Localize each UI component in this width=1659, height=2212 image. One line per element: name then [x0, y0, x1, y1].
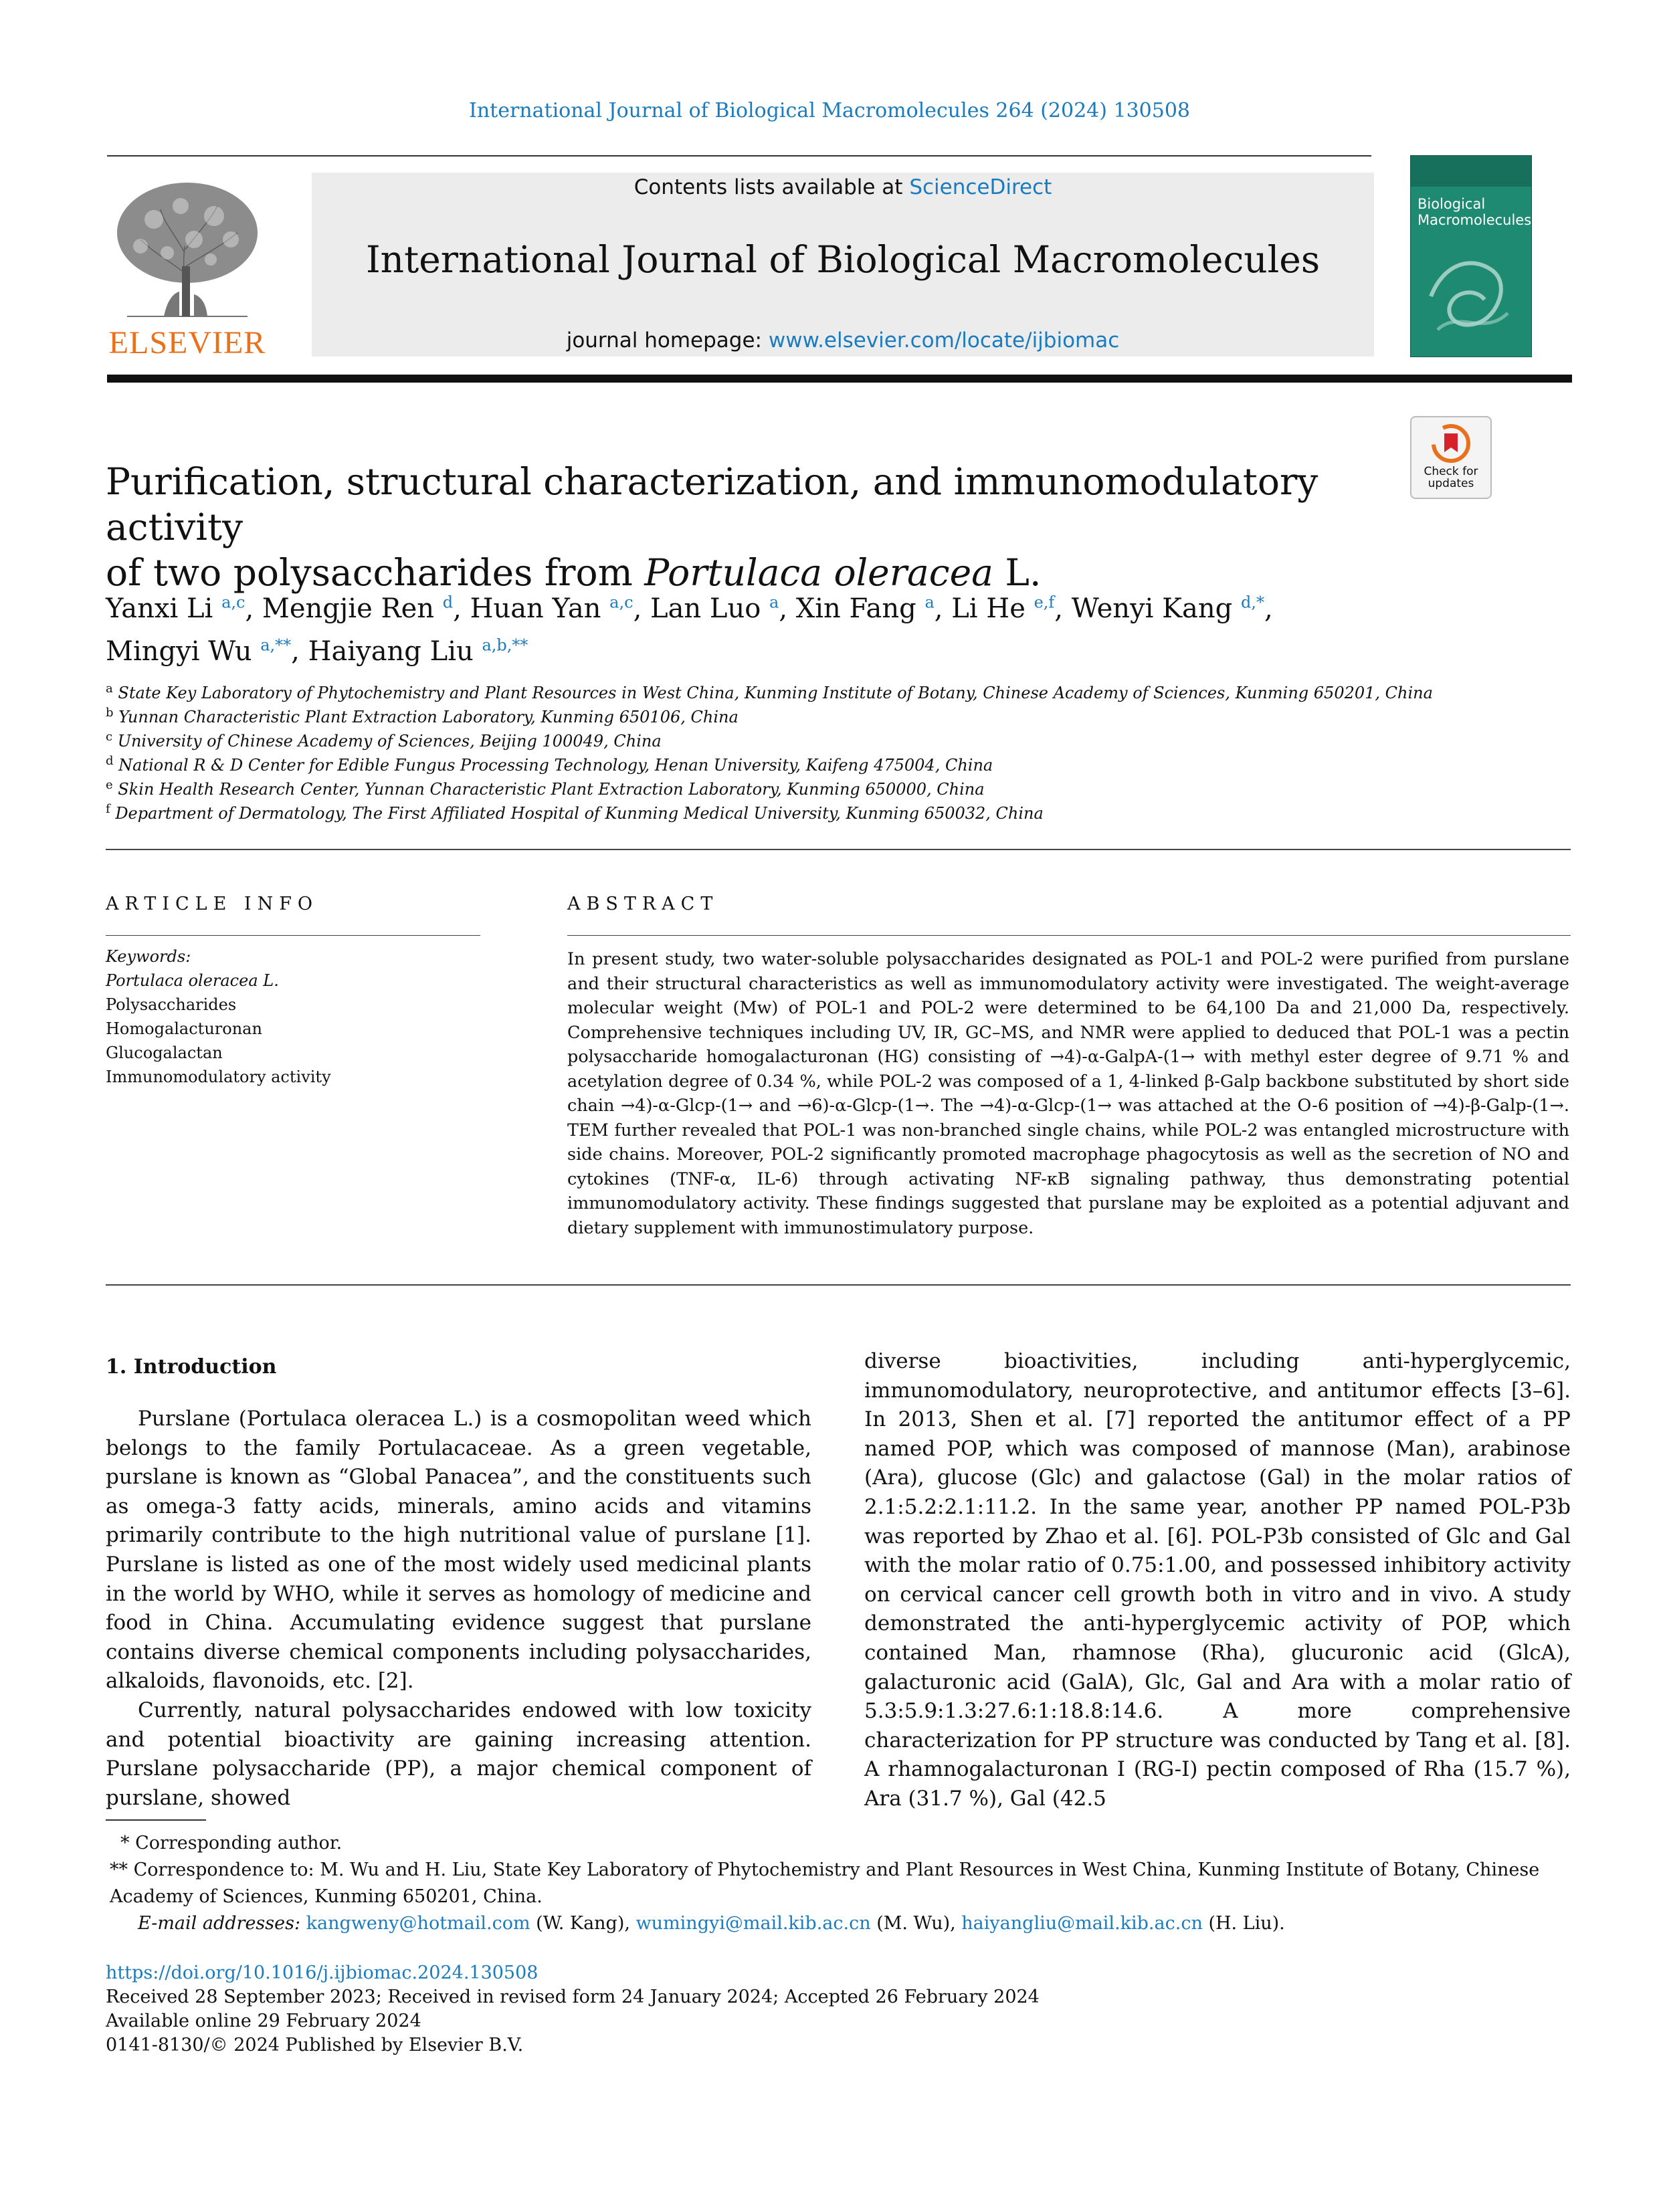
email-label: E-mail addresses: [138, 1913, 301, 1934]
keyword: Homogalacturonan [106, 1019, 262, 1038]
affiliation: $^f$ Department of Dermatology, The First Affiliated Hospital of Kunming Medical University, Kunming 650032, China [106, 802, 1044, 823]
footnote-rule [106, 1819, 206, 1821]
paragraph: diverse bioactivities, including anti-hyperglycemic, immunomodulatory, neuroprotective, and antitumor effects [3–6]. In 2013, Shen et al. [7] reported the antitumor effect of a PP named POP, which was composed of mannose (Man), arabinose (Ara), glucose (Glc) and galactose (Gal) in the molar ratios of 2.1:5.2:2.1:11.2. In the same year, another PP named POL-P3b was reported by Zhao et al. [6]. POL-P3b consisted of Glc and Gal with the molar ratio of 0.75:1.00, and possessed inhibitory activity on cervical cancer cell growth both in vitro and in vivo. A study demonstrated the anti-hyperglycemic activity of POP, which contained Man, rhamnose (Rha), glucuronic acid (GlcA), galacturonic acid (GalA), Glc, Gal and Ara with a molar ratio of 5.3:5.9:1.3:27.6:1:18.8:14.6. A more comprehensive characterization for PP structure was conducted by Tang et al. [8]. A rhamnogalacturonan I (RG-I) pectin composed of Rha (15.7 %), Ara (31.7 %), Gal (42.5 [864, 1349, 1571, 1811]
article-info-heading: ARTICLE INFO [106, 894, 319, 914]
article-title [106, 459, 1390, 595]
keyword: Polysaccharides [106, 995, 237, 1014]
section-divider [106, 849, 1571, 850]
author[interactable]: Huan Yan $^{a,c}$ [470, 593, 633, 625]
publisher-logo[interactable] [100, 173, 274, 361]
paragraph: Purslane (Portulaca oleracea L.) is a cosmopolitan weed which belongs to the family Portulacaceae. As a green vegetable, purslane is known as “Global Panacea”, and the constituents such as omega-3 fatty acids, minerals, amino acids and vitamins primarily contribute to the high nutritional value of purslane [1]. Purslane is listed as one of the most widely used medicinal plants in the world by WHO, while it serves as homology of medicine and food in China. Accumulating evidence suggest that purslane contains diverse chemical components including polysaccharides, alkaloids, flavonoids, etc. [2]. [106, 1407, 811, 1694]
author[interactable]: Haiyang Liu $^{a,b,**}$ [308, 635, 528, 667]
contents-line [312, 175, 1374, 199]
abstract-rule [567, 935, 1571, 936]
elsevier-tree-icon [100, 173, 274, 361]
abstract-heading: ABSTRACT [567, 894, 719, 914]
email-link[interactable]: wumingyi@mail.kib.ac.cn [636, 1913, 871, 1934]
received-dates: Received 28 September 2023; Received in revised form 24 January 2024; Accepted 26 February 2024 [106, 1987, 1040, 2007]
doi-link[interactable]: https://doi.org/10.1016/j.ijbiomac.2024.130508 [106, 1963, 539, 1983]
paragraph: Currently, natural polysaccharides endowed with low toxicity and potential bioactivity are gaining increasing attention. Purslane polysaccharide (PP), a major chemical component of purslane, showed [106, 1698, 811, 1810]
author[interactable]: Xin Fang $^a$ [795, 593, 935, 625]
email-link[interactable]: kangweny@hotmail.com [306, 1913, 530, 1934]
species-name: Portulaca oleracea [644, 551, 993, 594]
affiliation: $^b$ Yunnan Characteristic Plant Extraction Laboratory, Kunming 650106, China [106, 706, 739, 726]
keyword: Portulaca oleracea L. [106, 971, 279, 990]
sciencedirect-link[interactable]: ScienceDirect [909, 175, 1052, 199]
right-column [864, 1347, 1571, 1814]
homepage-line [312, 328, 1374, 353]
header-divider [107, 155, 1371, 157]
author-list: Yanxi Li $^{a,c}$, Mengjie Ren $^d$, Huan Yan $^{a,c}$, Lan Luo $^a$, Xin Fang $^a$, Li He $^{e,f}$, Wenyi Kang $^{d,*}$, Mingyi Wu $^{a,**}$, Haiyang Liu $^{a,b,**}$ [106, 593, 1273, 667]
homepage-link[interactable]: www.elsevier.com/locate/ijbiomac [768, 328, 1120, 353]
copyright: 0141-8130/© 2024 Published by Elsevier B.V. [106, 2035, 524, 2055]
correspondence-note: ** Correspondence to: M. Wu and H. Liu, State Key Laboratory of Phytochemistry and Plant Resources in West China, Kunming Institute of Botany, Chinese Academy of Sciences, Kunming 650201, China. [110, 1859, 1540, 1907]
left-column [106, 1405, 811, 1813]
journal-title: International Journal of Biological Macromolecules [365, 238, 1321, 281]
author[interactable]: Li He $^{e,f}$ [951, 593, 1055, 625]
abstract-text: In present study, two water-soluble polysaccharides designated as POL-1 and POL-2 were purified from purslane and their structural characteristics as well as immunomodulatory activity were investigated. The weight-average molecular weight (Mw) of POL-1 and POL-2 were determined to be 64,100 Da and 21,000 Da, respectively. Comprehensive techniques including UV, IR, GC–MS, and NMR were applied to deduced that POL-1 was a pectin polysaccharide homogalacturonan (HG) consisting of →4)-α-GalpA-(1→ with methyl ester degree of 9.71 % and acetylation degree of 0.34 %, while POL-2 was composed of a 1, 4-linked β-Galp backbone substituted by short side chain →4)-α-Glcp-(1→ and →6)-α-Glcp-(1→. The →4)-α-Glcp-(1→ was attached at the O-6 position of →4)-β-Galp-(1→. TEM further revealed that POL-1 was non-branched single chains, while POL-2 was entangled microstructure with side chains. Moreover, POL-2 significantly promoted macrophage phagocytosis as well as the secretion of NO and cytokines (TNF-α, IL-6) through activating NF-κB signaling pathway, thus demonstrating potential immunomodulatory activity. These findings suggested that purslane may be exploited as a potential adjuvant and dietary supplement with immunostimulatory purpose. [567, 949, 1569, 1238]
article-info-rule [106, 935, 480, 936]
author[interactable]: Mingyi Wu $^{a,**}$ [106, 635, 292, 667]
keyword: Immunomodulatory activity [106, 1068, 331, 1086]
homepage-prefix: journal homepage: [566, 328, 769, 353]
affiliation: $^e$ Skin Health Research Center, Yunnan Characteristic Plant Extraction Laboratory, Kunming 650000, China [106, 778, 985, 799]
check-updates-icon [1432, 424, 1470, 463]
journal-cover[interactable] [1410, 155, 1532, 357]
article-title-line2: of two polysaccharides from Portulaca oleracea L. [106, 551, 1042, 594]
affiliation: $^c$ University of Chinese Academy of Sciences, Beijing 100049, China [106, 730, 662, 750]
corresponding-note: * Corresponding author. [120, 1833, 343, 1853]
author[interactable]: Yanxi Li $^{a,c}$ [106, 593, 246, 625]
keyword: Glucogalactan [106, 1043, 223, 1062]
affiliation: $^d$ National R & D Center for Edible Fungus Processing Technology, Henan University, Kaifeng 475004, China [106, 754, 993, 775]
email-line: E-mail addresses: kangweny@hotmail.com (W. Kang), wumingyi@mail.kib.ac.cn (M. Wu), haiyangliu@mail.kib.ac.cn (H. Liu). [138, 1913, 1285, 1934]
check-for-updates-button[interactable] [1410, 416, 1492, 499]
keywords-label: Keywords: [106, 947, 191, 966]
section-heading: 1. Introduction [106, 1355, 277, 1379]
affiliation: $^a$ State Key Laboratory of Phytochemistry and Plant Resources in West China, Kunming Institute of Botany, Chinese Academy of Sciences, Kunming 650201, China [106, 682, 1433, 702]
email-link[interactable]: haiyangliu@mail.kib.ac.cn [961, 1913, 1203, 1934]
publisher-wordmark: ELSEVIER [108, 325, 266, 361]
cover-title: Biological Macromolecules [1418, 196, 1532, 228]
section-divider [106, 1284, 1571, 1286]
author[interactable]: Mengjie Ren $^d$ [262, 593, 454, 625]
cover-molecule-icon [1424, 243, 1518, 343]
author[interactable]: Lan Luo $^a$ [650, 593, 779, 625]
online-date: Available online 29 February 2024 [106, 2011, 421, 2031]
author[interactable]: Wenyi Kang $^{d,*}$ [1071, 593, 1264, 625]
article-title-line1: Purification, structural characterization, and immunomodulatory activity [106, 460, 1319, 548]
check-updates-label: Check for updates [1424, 465, 1478, 490]
journal-band [312, 173, 1374, 357]
running-header[interactable]: International Journal of Biological Macromolecules 264 (2024) 130508 [468, 99, 1191, 122]
contents-prefix: Contents lists available at [633, 175, 910, 199]
header-thick-rule [107, 375, 1572, 383]
